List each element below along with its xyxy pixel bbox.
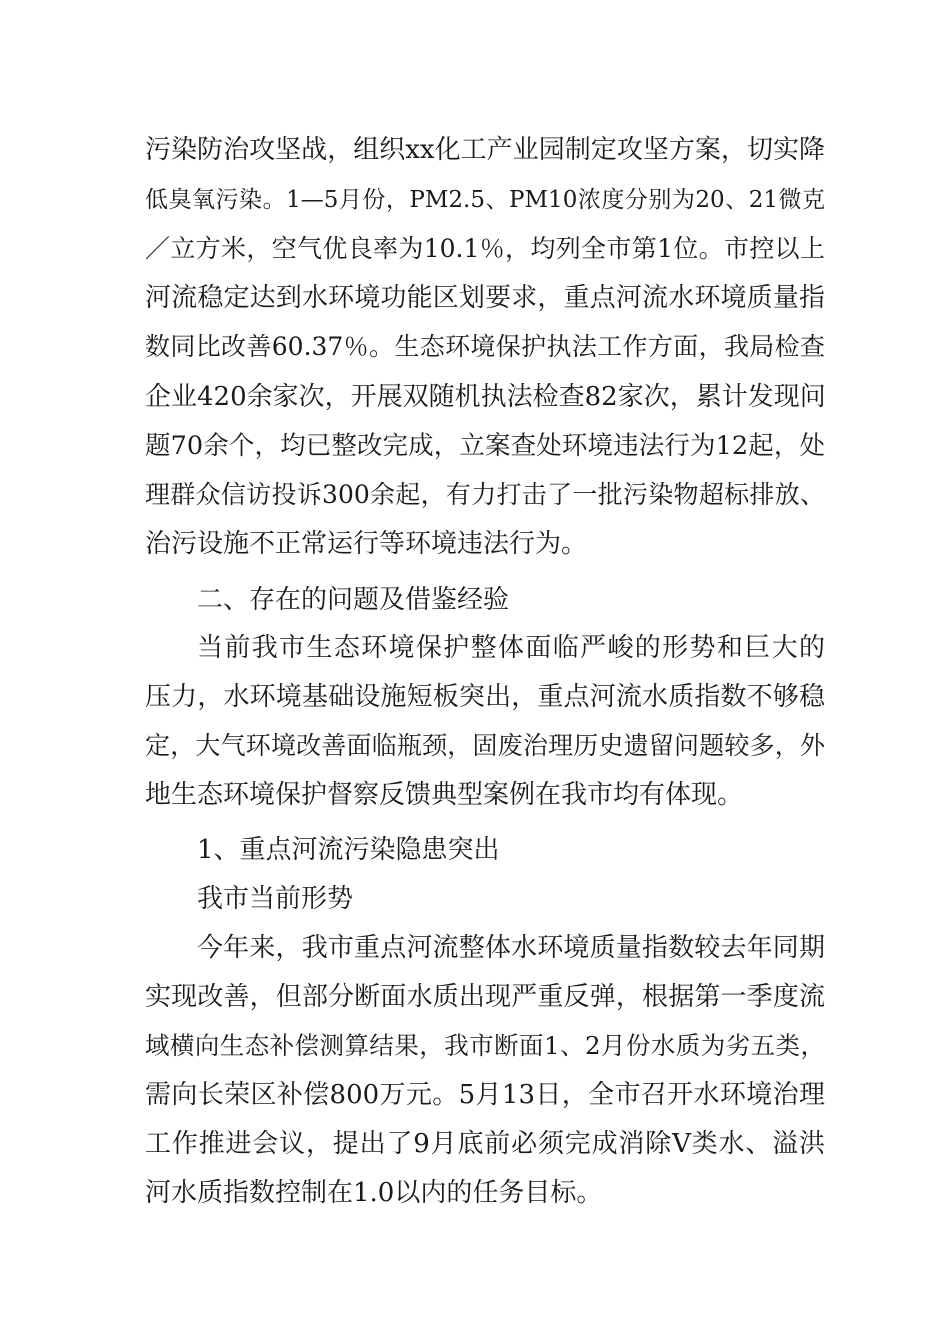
paragraph-line: 低臭氧污染。1—5月份，PM2.5、PM10浓度分别为20、21微克 bbox=[145, 187, 825, 213]
paragraph-line: 理群众信访投诉300余起，有力打击了一批污染物超标排放、 bbox=[145, 480, 825, 509]
paragraph-line: 今年来，我市重点河流整体水环境质量指数较去年同期 bbox=[197, 933, 825, 963]
paragraph-line: 企业420余家次，开展双随机执法检查82家次，累计发现问 bbox=[145, 382, 826, 412]
paragraph-line: 压力，水环境基础设施短板突出，重点河流水质指数不够稳 bbox=[145, 682, 825, 712]
paragraph-line: 实现改善，但部分断面水质出现严重反弹，根据第一季度流 bbox=[145, 982, 825, 1012]
paragraph-line: 河流稳定达到水环境功能区划要求，重点河流水环境质量指 bbox=[145, 283, 825, 313]
paragraph-line: 域横向生态补偿测算结果，我市断面1、2月份水质为劣五类， bbox=[145, 1031, 825, 1060]
paragraph-line: 治污设施不正常运行等环境违法行为。 bbox=[145, 529, 588, 559]
subsection-heading: 1、重点河流污染隐患突出 bbox=[197, 835, 500, 865]
paragraph-line: ／立方米，空气优良率为10.1％，均列全市第1位。市控以上 bbox=[145, 234, 825, 263]
paragraph-line: 题70余个，均已整改完成，立案查处环境违法行为12起，处 bbox=[145, 431, 825, 461]
paragraph-line: 河水质指数控制在1.0以内的任务目标。 bbox=[145, 1178, 603, 1208]
paragraph-line: 污染防治攻坚战，组织xx化工产业园制定攻坚方案，切实降 bbox=[145, 135, 825, 165]
paragraph-line: 工作推进会议，提出了9月底前必须完成消除Ⅴ类水、溢洪 bbox=[145, 1129, 825, 1159]
section-heading: 二、存在的问题及借鉴经验 bbox=[197, 585, 510, 615]
paragraph-line: 地生态环境保护督察反馈典型案例在我市均有体现。 bbox=[145, 780, 744, 810]
subsection-heading: 我市当前形势 bbox=[197, 884, 354, 914]
paragraph-line: 数同比改善60.37％。生态环境保护执法工作方面，我局检查 bbox=[145, 332, 825, 361]
paragraph-line: 定，大气环境改善面临瓶颈，固废治理历史遗留问题较多，外 bbox=[145, 731, 825, 760]
paragraph-line: 当前我市生态环境保护整体面临严峻的形势和巨大的 bbox=[197, 633, 825, 663]
paragraph-line: 需向长荣区补偿800万元。5月13日，全市召开水环境治理 bbox=[145, 1080, 825, 1110]
